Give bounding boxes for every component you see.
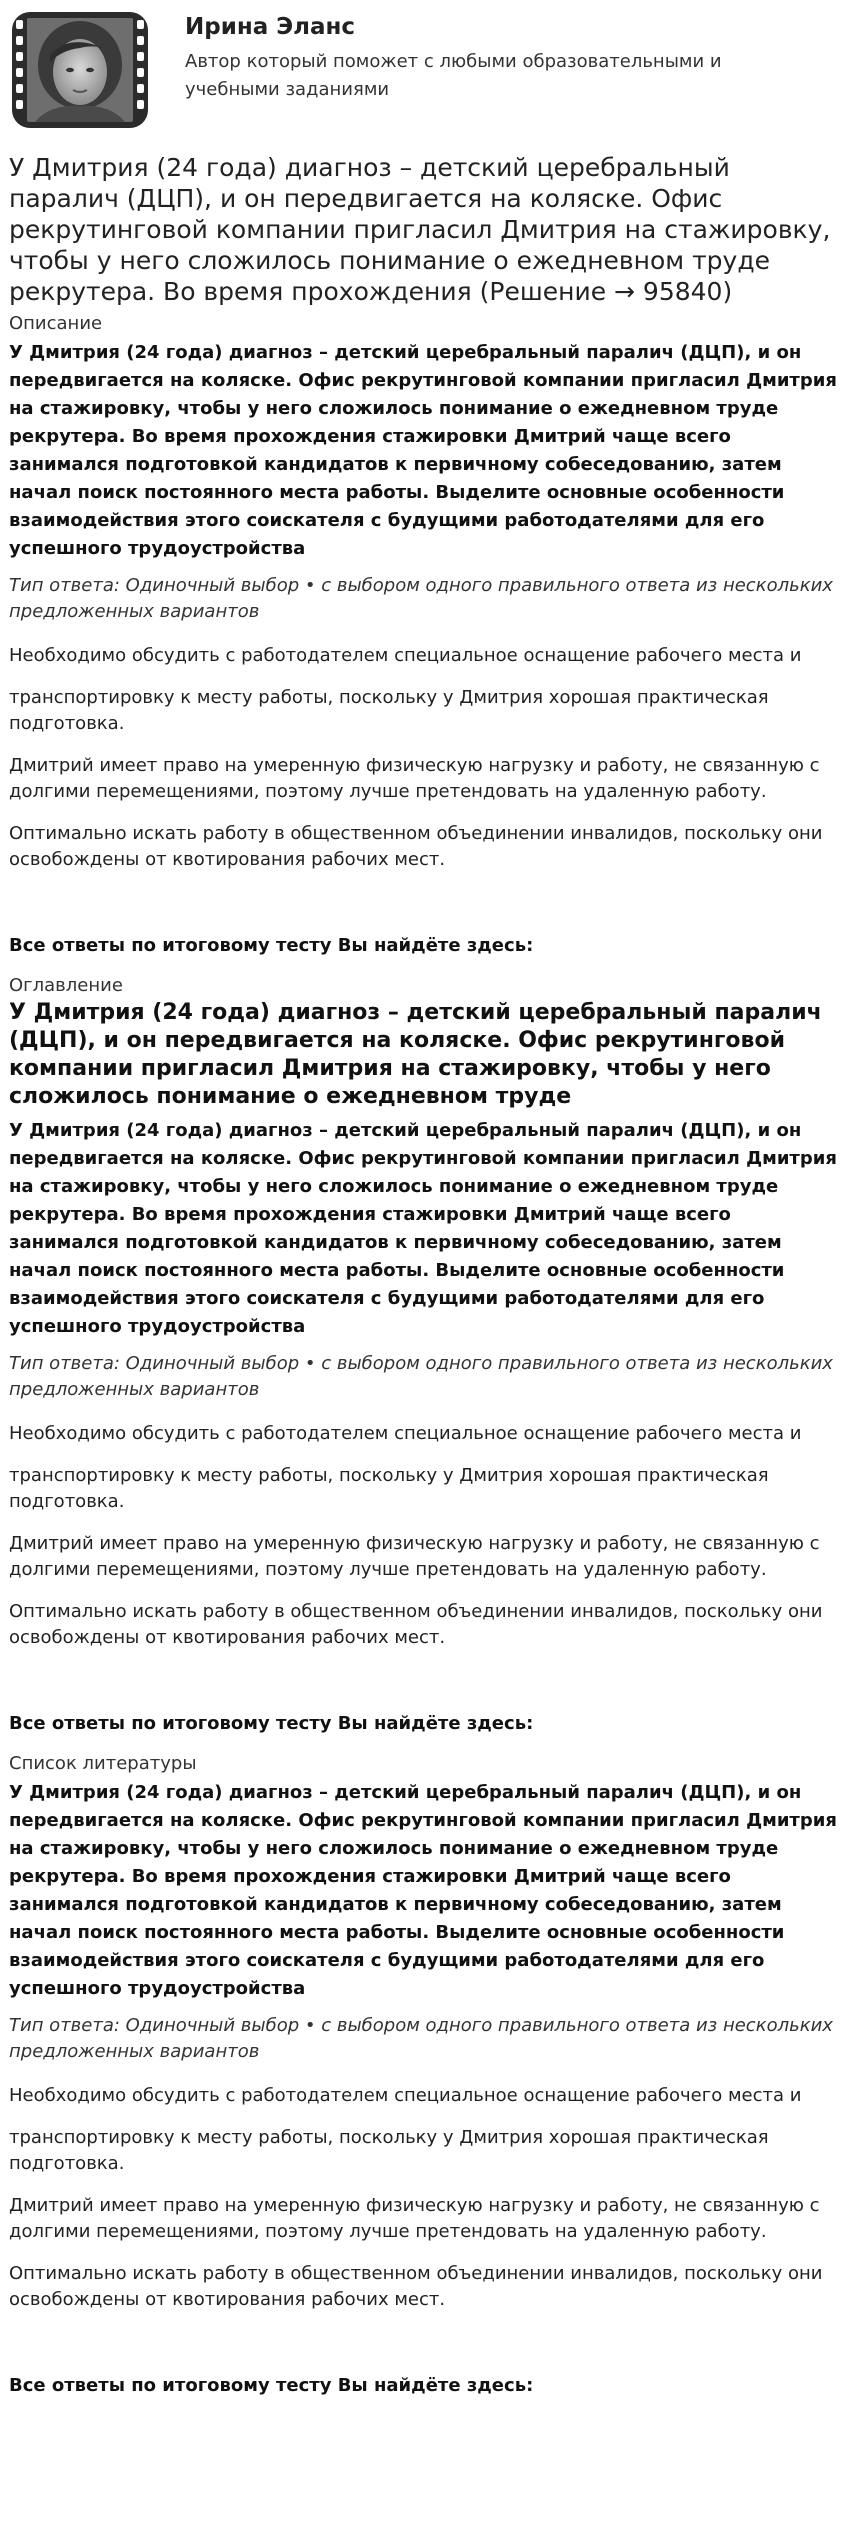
answer-option: Оптимально искать работу в общественном объединении инвалидов, поскольку они освобождены от квотирования рабочих мест. — [9, 2263, 823, 2310]
answer-option: транспортировку к месту работы, поскольку у Дмитрия хорошая практическая подготовка. — [9, 2127, 769, 2174]
answer-type: Тип ответа: Одиночный выбор • с выбором одного правильного ответа из нескольких предложенных вариантов — [9, 2015, 833, 2062]
answer-option: транспортировку к месту работы, поскольку у Дмитрия хорошая практическая подготовка. — [9, 1465, 769, 1512]
answer-option: Дмитрий имеет право на умеренную физическую нагрузку и работу, не связанную с долгими перемещениями, поэтому лучше претендовать на удаленную работу. — [9, 755, 820, 802]
answer-option: Необходимо обсудить с работодателем специальное оснащение рабочего места и — [9, 1423, 802, 1444]
section-label: Список литературы — [9, 1753, 197, 1774]
author-block — [9, 0, 837, 140]
question-text: У Дмитрия (24 года) диагноз – детский церебральный паралич (ДЦП), и он передвигается на коляске. Офис рекрутинговой компании пригласил Дмитрия на стажировку, чтобы у него сложилось понимание о ежедневном труде рекрутера. Во время прохождения стажировки Дмитрий чаще всего занимался подготовкой кандидатов к первичному собеседованию, затем начал поиск постоянного места работы. Выделите основные особенности взаимодействия этого соискателя с будущими работодателями для его успешного трудоустройства — [9, 1782, 837, 1999]
question-text: У Дмитрия (24 года) диагноз – детский церебральный паралич (ДЦП), и он передвигается на коляске. Офис рекрутинговой компании пригласил Дмитрия на стажировку, чтобы у него сложилось понимание о ежедневном труде рекрутера. Во время прохождения стажировки Дмитрий чаще всего занимался подготовкой кандидатов к первичному собеседованию, затем начал поиск постоянного места работы. Выделите основные особенности взаимодействия этого соискателя с будущими работодателями для его успешного трудоустройства — [9, 1120, 837, 1337]
answer-option: транспортировку к месту работы, поскольку у Дмитрия хорошая практическая подготовка. — [9, 687, 769, 734]
answer-option: Необходимо обсудить с работодателем специальное оснащение рабочего места и — [9, 2085, 802, 2106]
answer-option: Дмитрий имеет право на умеренную физическую нагрузку и работу, не связанную с долгими перемещениями, поэтому лучше претендовать на удаленную работу. — [9, 2195, 820, 2242]
answer-type: Тип ответа: Одиночный выбор • с выбором одного правильного ответа из нескольких предложенных вариантов — [9, 1353, 833, 1400]
answer-option: Необходимо обсудить с работодателем специальное оснащение рабочего места и — [9, 645, 802, 666]
author-description: Автор который поможет с любыми образовательными и учебными заданиями — [185, 51, 722, 100]
section-contents — [9, 973, 837, 1737]
all-answers-link[interactable]: Все ответы по итоговому тесту Вы найдёте здесь: — [9, 2375, 534, 2396]
author-info — [185, 10, 785, 104]
section-label: Оглавление — [9, 975, 123, 996]
all-answers-link[interactable]: Все ответы по итоговому тесту Вы найдёте здесь: — [9, 1713, 534, 1734]
author-name[interactable]: Ирина Эланс — [185, 14, 356, 40]
section-bibliography — [9, 1751, 837, 2399]
answer-option: Оптимально искать работу в общественном объединении инвалидов, поскольку они освобождены от квотирования рабочих мест. — [9, 823, 823, 870]
all-answers-link[interactable]: Все ответы по итоговому тесту Вы найдёте здесь: — [9, 935, 534, 956]
task-title: У Дмитрия (24 года) диагноз – детский церебральный паралич (ДЦП), и он передвигается на коляске. Офис рекрутинговой компании пригласил Дмитрия на стажировку, чтобы у него сложилось понимание о ежедневном труде рекрутера. Во время прохождения (Решение → 95840) — [9, 153, 831, 306]
question-text: У Дмитрия (24 года) диагноз – детский церебральный паралич (ДЦП), и он передвигается на коляске. Офис рекрутинговой компании пригласил Дмитрия на стажировку, чтобы у него сложилось понимание о ежедневном труде рекрутера. Во время прохождения стажировки Дмитрий чаще всего занимался подготовкой кандидатов к первичному собеседованию, затем начал поиск постоянного места работы. Выделите основные особенности взаимодействия этого соискателя с будущими работодателями для его успешного трудоустройства — [9, 342, 837, 559]
section-description — [9, 311, 837, 959]
answer-type: Тип ответа: Одиночный выбор • с выбором одного правильного ответа из нескольких предложенных вариантов — [9, 575, 833, 622]
author-avatar[interactable] — [10, 10, 150, 130]
section-label: Описание — [9, 313, 103, 334]
answer-option: Оптимально искать работу в общественном объединении инвалидов, поскольку они освобождены от квотирования рабочих мест. — [9, 1601, 823, 1648]
answer-option: Дмитрий имеет право на умеренную физическую нагрузку и работу, не связанную с долгими перемещениями, поэтому лучше претендовать на удаленную работу. — [9, 1533, 820, 1580]
section-heading: У Дмитрия (24 года) диагноз – детский церебральный паралич (ДЦП), и он передвигается на коляске. Офис рекрутинговой компании пригласил Дмитрия на стажировку, чтобы у него сложилось понимание о ежедневном труде — [9, 1000, 822, 1109]
